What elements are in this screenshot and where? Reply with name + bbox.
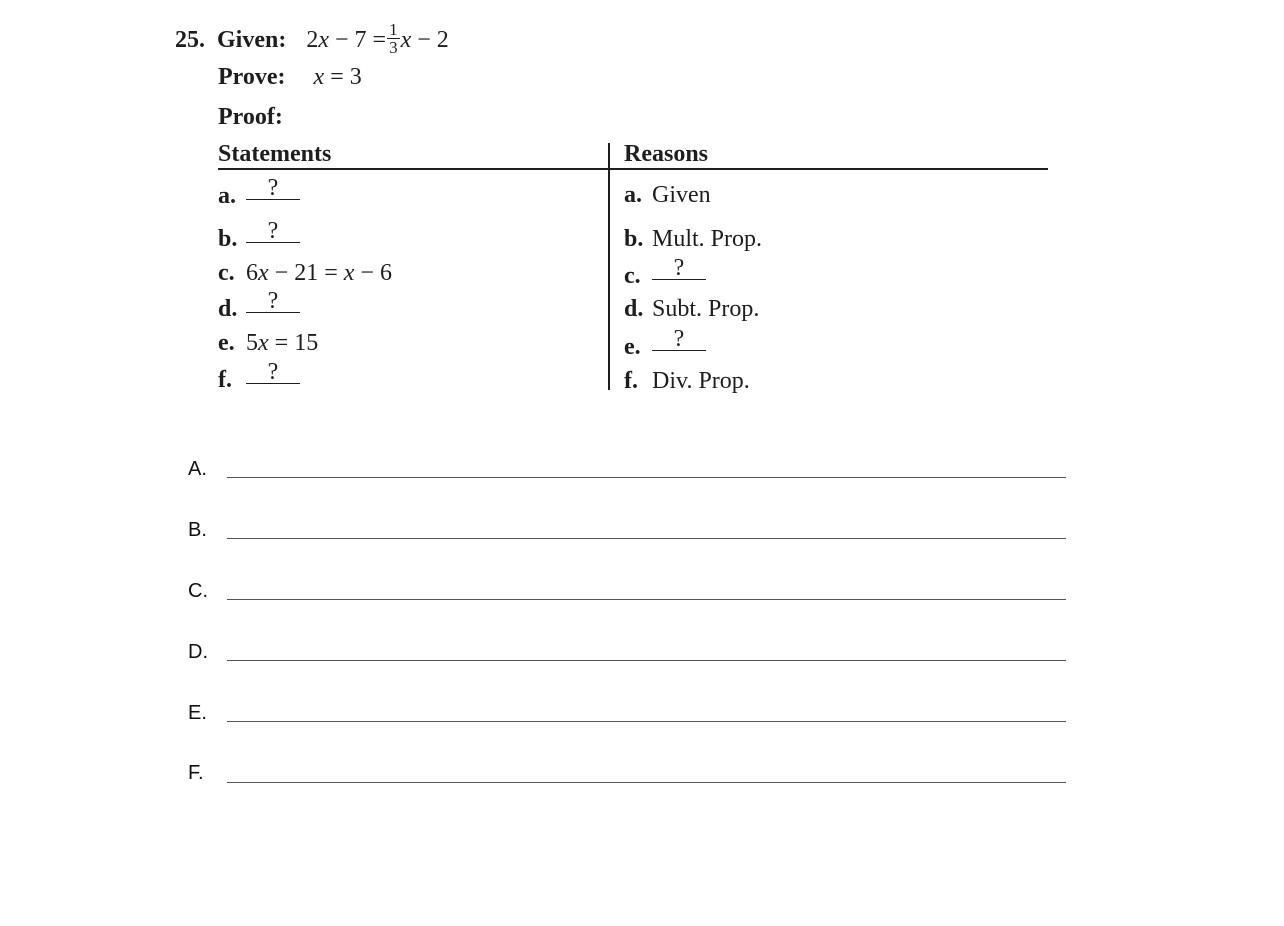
statements-header: Statements: [218, 141, 332, 167]
blank: ?: [246, 361, 300, 384]
blank: ?: [652, 328, 706, 351]
row-label: a.: [624, 182, 642, 208]
reason-text: Div. Prop.: [652, 368, 750, 394]
answer-line-a[interactable]: [227, 477, 1066, 478]
given-lhs: 2x − 7 =: [306, 27, 387, 54]
statement-row: [218, 175, 300, 210]
prove-label: Prove:: [218, 64, 286, 90]
given-fraction: [387, 21, 400, 56]
prove-expression: x = 3: [313, 64, 362, 90]
fraction-numerator: 1: [389, 20, 398, 39]
statement-text: 5x = 15: [246, 330, 319, 356]
row-label: e.: [624, 334, 641, 360]
row-label: c.: [218, 260, 235, 286]
row-label: d.: [624, 296, 644, 322]
reasons-header: Reasons: [624, 141, 709, 167]
blank: ?: [246, 290, 300, 313]
answer-label-e: E.: [188, 702, 207, 724]
reason-row: [624, 326, 706, 361]
proof-label: Proof:: [218, 104, 283, 130]
row-label: e.: [218, 330, 235, 356]
reason-row: [624, 295, 759, 323]
answer-line-b[interactable]: [227, 538, 1066, 539]
answer-label-c: C.: [188, 580, 208, 602]
fraction-denominator: 3: [389, 38, 398, 57]
reason-text: Mult. Prop.: [652, 226, 763, 252]
statement-row: [218, 259, 392, 287]
statement-text: 6x − 21 = x − 6: [246, 260, 392, 286]
problem-number: 25.: [175, 27, 205, 54]
row-label: a.: [218, 183, 236, 209]
given-label: Given:: [217, 27, 287, 54]
given-line: [175, 20, 449, 59]
answer-line-f[interactable]: [227, 782, 1066, 783]
statement-row: [218, 329, 318, 357]
row-label: d.: [218, 296, 238, 322]
answer-line-e[interactable]: [227, 721, 1066, 722]
row-label: f.: [624, 368, 638, 394]
table-header-rule: [218, 168, 1048, 170]
reason-text: Given: [652, 182, 711, 208]
statement-row: [218, 218, 300, 253]
statement-row: [218, 359, 300, 394]
answer-label-d: D.: [188, 641, 208, 663]
answer-label-b: B.: [188, 519, 207, 541]
row-label: f.: [218, 367, 232, 393]
blank: ?: [652, 257, 706, 280]
table-column-divider: [608, 143, 610, 390]
given-rhs: x − 2: [400, 27, 449, 54]
answer-line-d[interactable]: [227, 660, 1066, 661]
reason-text: Subt. Prop.: [652, 296, 760, 322]
answer-label-f: F.: [188, 762, 204, 784]
row-label: b.: [624, 226, 644, 252]
statement-row: [218, 288, 300, 323]
reason-row: [624, 225, 762, 253]
row-label: b.: [218, 226, 238, 252]
row-label: c.: [624, 263, 641, 289]
answer-label-a: A.: [188, 458, 207, 480]
blank: ?: [246, 220, 300, 243]
reason-row: [624, 255, 706, 290]
answer-line-c[interactable]: [227, 599, 1066, 600]
reason-row: [624, 367, 750, 395]
reason-row: [624, 181, 711, 209]
blank: ?: [246, 177, 300, 200]
prove-line: [218, 63, 362, 91]
